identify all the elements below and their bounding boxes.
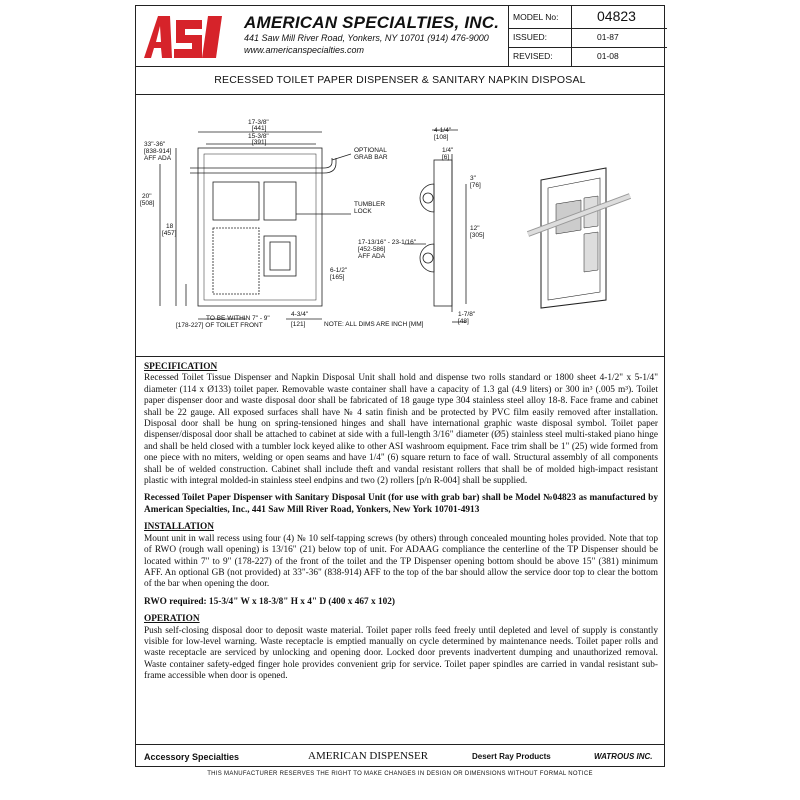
install-body: Mount unit in wall recess using four (4) № 10 self-tapping screws (by others) through concealed mounting holes provided. Note that top of RWO (rough wall opening) is 13/16" (21) below top of unit. For ADAAG compliance the centerline of the TP Dispenser should be located within 7" to 9" (178-227) of the front of the toilet and the TP Dispenser opening bottom should be above 15" (381) minimum AFF. An optional GB (not provided) at 33"-36" (838-914) AFF to the top of the bar should allow the service door top to clear the bottom of the bar when opening the door. xyxy=(144,533,658,590)
tp-door xyxy=(213,182,259,220)
label-grab-bar: OPTIONAL xyxy=(354,147,387,154)
company-website[interactable]: www.americanspecialties.com xyxy=(244,45,365,55)
dim-d12: 12" xyxy=(470,225,480,232)
company-name: AMERICAN SPECIALTIES, INC. xyxy=(244,13,500,32)
label-grab-bar2: GRAB BAR xyxy=(354,154,388,161)
spec-sheet xyxy=(135,5,665,767)
dim-d178: 1-7/8" xyxy=(458,311,476,318)
label-tumbler-lock: LOCK xyxy=(354,208,372,215)
dim-d14: 1/4" xyxy=(442,147,454,154)
revised-label: REVISED: xyxy=(513,51,553,61)
brand-accessory: Accessory Specialties xyxy=(144,752,240,762)
front-view-frame xyxy=(198,148,322,306)
dim-d3-mm: [76] xyxy=(470,182,481,189)
brand-american: AMERICAN DISPENSER xyxy=(308,750,429,762)
front-note: TO BE WITHIN 7" - 9" xyxy=(206,315,270,322)
disclaimer: THIS MANUFACTURER RESERVES THE RIGHT TO MAKE CHANGES IN DESIGN OR DIMENSIONS WITHOUT FORMAL NOTICE xyxy=(207,771,593,777)
revised-row xyxy=(509,47,667,66)
drawing-note: NOTE: ALL DIMS ARE INCH [MM] xyxy=(324,321,424,328)
rwo-required: RWO required: 15-3/4" W x 18-3/8" H x 4" D (400 x 467 x 102) xyxy=(144,596,396,607)
issued-row xyxy=(509,28,667,48)
dim-h20: 20" xyxy=(142,193,152,200)
dim-inner-width: 15-3/8" xyxy=(248,133,269,140)
brand-watrous: WATROUS INC. xyxy=(594,752,653,761)
dim-depth-mm: [108] xyxy=(434,134,449,141)
operation-heading: OPERATION xyxy=(144,614,200,625)
asi-logo xyxy=(142,12,232,60)
dim-ada-mid: 17-13/16" - 23-1/16" xyxy=(358,239,417,246)
install-heading: INSTALLATION xyxy=(144,522,214,533)
brand-desert-ray: Desert Ray Products xyxy=(472,752,551,761)
operation-body: Push self-closing disposal door to deposit waste material. Toilet paper rolls feed freely until depleted and level of supply is constantly visible for low-level warning. Waste receptacle is emptied manually on cycle determined by maintenance needs. Toilet paper rolls and waste receptacle are serviced by unlocking and opening door. Locked door prevents inadvertent dumping and unauthorized removal. Waste container safety-edged finger hole provides convenient grip for service. Toilet paper spindles are carried in vandal resistant sub-frame accessible when door is opened. xyxy=(144,625,658,682)
label-tumbler: TUMBLER xyxy=(354,201,386,208)
dim-ada-mid-mm: [452-586] xyxy=(358,246,386,253)
disposal-area xyxy=(213,228,259,294)
dim-h6-mm: [165] xyxy=(330,274,345,281)
dim-w4-mm: [121] xyxy=(291,321,306,328)
model-statement: Recessed Toilet Paper Dispenser with Sanitary Disposal Unit (for use with grab bar) shall be Model №04823 as manufactured by American Specialties, Inc., 441 Saw Mill River Road, Yonkers, New York 10701-4913 xyxy=(144,493,658,515)
model-number: 04823 xyxy=(597,8,636,24)
spec-body: Recessed Toilet Tissue Dispenser and Napkin Disposal Unit shall hold and dispense two rolls standard or 1800 sheet 4-1/2" x 5-1/4" diameter (114 x Ø133) toilet paper. Removable waste container shall have a capacity of 1.3 gal (4.9 liters) or 300 in³ (.005 m³). Toilet paper dispenser door and waste disposal door shall be fabricated of 18 gauge type 304 stainless steel alloy 18-8. Face frame and cabinet shall be 22 gauge. All exposed surfaces shall have № 4 satin finish and be protected by PVC film easily removed after installation. Disposal door shall be hung on spring-tensioned hinges and shall have international graphic waste disposal symbol. Toilet paper dispenser/disposal door shall be attached to cabinet at side with a full-length 3/16" diameter (Ø5) stainless steel multi-staked piano hinge and shall be held closed with a tumbler lock keyed alike to other ASI washroom equipment. Face trim shall be 1" (25) wide formed from one piece with no miters, welding or open seams and have 1/4" (6) square return to face of wall. Structural assembly of all components shall be of welded construction. Cabinet shall include theft and vandal resistant rollers that shall be of molded high-impact resistant plastic with integral molded-in stainless steel endpins and two (2) rollers [p/n R-004] shall be supplied. xyxy=(144,373,658,487)
dim-h6: 6-1/2" xyxy=(330,267,348,274)
side-view xyxy=(434,160,452,306)
dim-w4: 4-3/4" xyxy=(291,311,309,318)
dim-top-width: 17-3/8" xyxy=(248,119,269,126)
dim-h20-mm: [508] xyxy=(140,200,155,207)
model-label: MODEL No: xyxy=(513,12,559,22)
model-box xyxy=(508,6,667,66)
issued-label: ISSUED: xyxy=(513,32,548,42)
spec-heading: SPECIFICATION xyxy=(144,362,218,372)
footer-brands xyxy=(136,744,664,769)
dim-h18: 18 xyxy=(166,223,174,230)
dim-d12-mm: [305] xyxy=(470,232,485,239)
drawing-svg xyxy=(136,94,663,356)
dim-ada-top-mm: [838-914] xyxy=(144,148,172,155)
revised-date: 01-08 xyxy=(597,51,619,61)
dim-inner-width-mm: [391] xyxy=(252,139,267,146)
dim-h18-mm: [457] xyxy=(162,230,177,237)
model-row xyxy=(509,6,667,29)
dim-top-width-mm: [441] xyxy=(252,125,267,132)
dim-d178-mm: [48] xyxy=(458,318,469,325)
dim-ada-mid-note: AFF ADA xyxy=(358,253,386,260)
dim-d3: 3" xyxy=(470,175,476,182)
dim-depth: 4-1/4" xyxy=(434,127,452,134)
front-note2: [178-227] OF TOILET FRONT xyxy=(176,322,263,329)
tp-door-right xyxy=(264,182,296,220)
spec-text xyxy=(144,362,658,689)
product-title: RECESSED TOILET PAPER DISPENSER & SANITARY NAPKIN DISPOSAL xyxy=(136,66,664,95)
dim-d14-mm: [6] xyxy=(442,154,450,161)
company-address: 441 Saw Mill River Road, Yonkers, NY 10701 (914) 476-9000 xyxy=(244,33,489,43)
header xyxy=(136,6,664,67)
dim-ada-top: 33"-36" xyxy=(144,141,166,148)
issued-date: 01-87 xyxy=(597,32,619,42)
dim-ada-top-note: AFF ADA xyxy=(144,155,172,162)
technical-drawing xyxy=(136,94,664,357)
